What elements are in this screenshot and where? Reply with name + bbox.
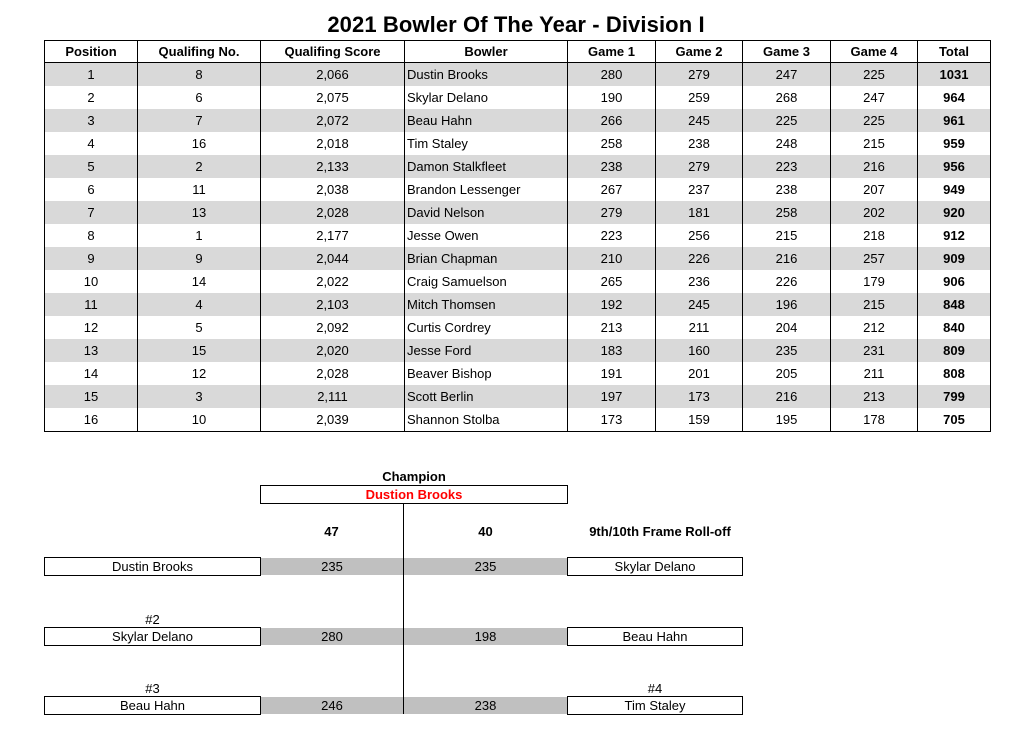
table-cell: 183 — [568, 339, 656, 362]
table-cell: 15 — [138, 339, 261, 362]
table-row — [45, 132, 991, 155]
table-cell: 256 — [656, 224, 743, 247]
table-cell: 223 — [568, 224, 656, 247]
table-cell: 211 — [831, 362, 918, 385]
table-cell: 213 — [568, 316, 656, 339]
table-cell: 235 — [743, 339, 831, 362]
table-cell: 231 — [831, 339, 918, 362]
table-cell: 4 — [45, 132, 138, 155]
table-cell: 265 — [568, 270, 656, 293]
table-cell: 14 — [138, 270, 261, 293]
table-row — [45, 224, 991, 247]
table-cell: 159 — [656, 408, 743, 432]
table-cell: 226 — [743, 270, 831, 293]
table-cell: 258 — [568, 132, 656, 155]
table-cell: 247 — [743, 63, 831, 87]
table-cell: 6 — [45, 178, 138, 201]
table-cell: 2,066 — [261, 63, 405, 87]
table-cell: 216 — [743, 385, 831, 408]
table-cell: Damon Stalkfleet — [405, 155, 568, 178]
table-cell: Tim Staley — [405, 132, 568, 155]
table-cell: 2,038 — [261, 178, 405, 201]
column-header: Game 2 — [656, 41, 743, 63]
table-cell: 4 — [138, 293, 261, 316]
table-row — [45, 155, 991, 178]
table-cell: 216 — [743, 247, 831, 270]
table-cell: 191 — [568, 362, 656, 385]
table-cell: 178 — [831, 408, 918, 432]
table-cell: 213 — [831, 385, 918, 408]
table-cell: 225 — [743, 109, 831, 132]
table-row — [45, 247, 991, 270]
table-cell: 799 — [918, 385, 991, 408]
table-cell: 212 — [831, 316, 918, 339]
table-cell: 216 — [831, 155, 918, 178]
table-cell: 210 — [568, 247, 656, 270]
table-cell: Brian Chapman — [405, 247, 568, 270]
table-cell: 1 — [138, 224, 261, 247]
table-cell: Beaver Bishop — [405, 362, 568, 385]
table-cell: 3 — [45, 109, 138, 132]
table-cell: 848 — [918, 293, 991, 316]
table-row — [45, 109, 991, 132]
table-cell: 840 — [918, 316, 991, 339]
table-cell: 808 — [918, 362, 991, 385]
table-cell: 238 — [568, 155, 656, 178]
champion-box — [260, 485, 568, 504]
table-cell: 909 — [918, 247, 991, 270]
table-cell: 204 — [743, 316, 831, 339]
table-cell: David Nelson — [405, 201, 568, 224]
column-header: Total — [918, 41, 991, 63]
table-cell: 2,020 — [261, 339, 405, 362]
table-cell: 280 — [568, 63, 656, 87]
column-header: Qualifing Score — [261, 41, 405, 63]
table-cell: 2,039 — [261, 408, 405, 432]
match2-left-score: 280 — [261, 628, 403, 645]
standings-table — [44, 40, 991, 432]
table-cell: 238 — [743, 178, 831, 201]
table-cell: 14 — [45, 362, 138, 385]
table-row — [45, 293, 991, 316]
table-cell: 3 — [138, 385, 261, 408]
champion-label: Champion — [382, 469, 446, 484]
table-cell: 9 — [45, 247, 138, 270]
table-cell: 205 — [743, 362, 831, 385]
table-cell: 248 — [743, 132, 831, 155]
table-cell: 215 — [743, 224, 831, 247]
table-cell: 279 — [568, 201, 656, 224]
table-cell: 12 — [45, 316, 138, 339]
table-cell: 179 — [831, 270, 918, 293]
table-cell: 964 — [918, 86, 991, 109]
table-cell: Craig Samuelson — [405, 270, 568, 293]
table-cell: 1031 — [918, 63, 991, 87]
table-cell: 2,028 — [261, 201, 405, 224]
table-row — [45, 339, 991, 362]
table-cell: 215 — [831, 132, 918, 155]
table-cell: 10 — [138, 408, 261, 432]
table-cell: 268 — [743, 86, 831, 109]
table-cell: 192 — [568, 293, 656, 316]
table-cell: 9 — [138, 247, 261, 270]
roll-right-score: 40 — [478, 524, 493, 539]
table-cell: 160 — [656, 339, 743, 362]
table-cell: 236 — [656, 270, 743, 293]
table-cell: Brandon Lessenger — [405, 178, 568, 201]
table-cell: 201 — [656, 362, 743, 385]
table-cell: 267 — [568, 178, 656, 201]
table-cell: 245 — [656, 293, 743, 316]
column-header: Game 1 — [568, 41, 656, 63]
champion-name: Dustion Brooks — [365, 487, 463, 502]
table-row — [45, 316, 991, 339]
table-cell: 218 — [831, 224, 918, 247]
table-cell: 207 — [831, 178, 918, 201]
match3-left-seed-label: #3 — [145, 681, 160, 696]
table-row — [45, 408, 991, 432]
table-cell: 5 — [45, 155, 138, 178]
table-cell: 202 — [831, 201, 918, 224]
table-cell: 226 — [656, 247, 743, 270]
table-row — [45, 385, 991, 408]
table-cell: 16 — [45, 408, 138, 432]
table-cell: 961 — [918, 109, 991, 132]
table-cell: 12 — [138, 362, 261, 385]
table-cell: 7 — [138, 109, 261, 132]
table-cell: 225 — [831, 63, 918, 87]
page-title: 2021 Bowler Of The Year - Division I — [327, 12, 705, 37]
table-row — [45, 178, 991, 201]
table-cell: 5 — [138, 316, 261, 339]
table-cell: 15 — [45, 385, 138, 408]
table-cell: 238 — [656, 132, 743, 155]
table-cell: 237 — [656, 178, 743, 201]
match2-right-name: Beau Hahn — [567, 627, 743, 646]
match3-right-seed-label: #4 — [647, 681, 663, 696]
table-cell: 196 — [743, 293, 831, 316]
table-cell: 2 — [45, 86, 138, 109]
column-header: Game 3 — [743, 41, 831, 63]
table-cell: 705 — [918, 408, 991, 432]
table-row — [45, 270, 991, 293]
roll-left-score: 47 — [324, 524, 339, 539]
table-cell: Curtis Cordrey — [405, 316, 568, 339]
table-cell: 2,111 — [261, 385, 405, 408]
match1-left-score: 235 — [261, 558, 403, 575]
table-cell: 2,044 — [261, 247, 405, 270]
table-cell: 2,018 — [261, 132, 405, 155]
table-row — [45, 201, 991, 224]
table-cell: 173 — [568, 408, 656, 432]
table-cell: 1 — [45, 63, 138, 87]
rolloff-label: 9th/10th Frame Roll-off — [589, 524, 731, 539]
match3-left-score: 246 — [261, 697, 403, 714]
match1-right-name: Skylar Delano — [567, 557, 743, 576]
table-cell: 10 — [45, 270, 138, 293]
table-cell: 2,075 — [261, 86, 405, 109]
table-body — [45, 63, 991, 432]
table-cell: 809 — [918, 339, 991, 362]
match2-right-score: 198 — [404, 628, 567, 645]
table-cell: 906 — [918, 270, 991, 293]
table-row — [45, 362, 991, 385]
table-cell: 197 — [568, 385, 656, 408]
match1-left-name: Dustin Brooks — [44, 557, 261, 576]
table-cell: 211 — [656, 316, 743, 339]
match2-left-name: Skylar Delano — [44, 627, 261, 646]
table-cell: 13 — [138, 201, 261, 224]
table-cell: 2,177 — [261, 224, 405, 247]
table-cell: 2,072 — [261, 109, 405, 132]
table-row — [45, 63, 991, 87]
table-cell: 190 — [568, 86, 656, 109]
table-cell: Shannon Stolba — [405, 408, 568, 432]
table-cell: 956 — [918, 155, 991, 178]
table-cell: 215 — [831, 293, 918, 316]
table-cell: 16 — [138, 132, 261, 155]
table-cell: Mitch Thomsen — [405, 293, 568, 316]
table-cell: 2,103 — [261, 293, 405, 316]
column-header: Position — [45, 41, 138, 63]
column-header: Bowler — [405, 41, 568, 63]
match1-right-score: 235 — [404, 558, 567, 575]
table-cell: 949 — [918, 178, 991, 201]
table-cell: Skylar Delano — [405, 86, 568, 109]
table-header-row — [45, 41, 991, 63]
table-cell: 2,028 — [261, 362, 405, 385]
table-cell: 7 — [45, 201, 138, 224]
table-cell: 279 — [656, 63, 743, 87]
table-cell: 2,022 — [261, 270, 405, 293]
table-cell: Dustin Brooks — [405, 63, 568, 87]
table-cell: 245 — [656, 109, 743, 132]
table-row — [45, 86, 991, 109]
table-cell: 6 — [138, 86, 261, 109]
table-cell: 223 — [743, 155, 831, 178]
table-cell: 2,092 — [261, 316, 405, 339]
table-cell: 912 — [918, 224, 991, 247]
table-cell: 959 — [918, 132, 991, 155]
table-cell: 2,133 — [261, 155, 405, 178]
table-cell: Jesse Ford — [405, 339, 568, 362]
table-cell: 173 — [656, 385, 743, 408]
table-cell: Beau Hahn — [405, 109, 568, 132]
table-cell: 11 — [138, 178, 261, 201]
table-cell: 257 — [831, 247, 918, 270]
table-cell: 266 — [568, 109, 656, 132]
table-cell: Jesse Owen — [405, 224, 568, 247]
match3-right-score: 238 — [404, 697, 567, 714]
table-cell: Scott Berlin — [405, 385, 568, 408]
table-cell: 920 — [918, 201, 991, 224]
table-cell: 279 — [656, 155, 743, 178]
table-cell: 258 — [743, 201, 831, 224]
table-cell: 195 — [743, 408, 831, 432]
column-header: Qualifing No. — [138, 41, 261, 63]
match3-right-name: Tim Staley — [567, 696, 743, 715]
table-cell: 8 — [45, 224, 138, 247]
table-cell: 259 — [656, 86, 743, 109]
table-cell: 2 — [138, 155, 261, 178]
match3-left-name: Beau Hahn — [44, 696, 261, 715]
table-cell: 247 — [831, 86, 918, 109]
table-cell: 181 — [656, 201, 743, 224]
match2-seed-label: #2 — [145, 612, 160, 627]
table-cell: 13 — [45, 339, 138, 362]
table-cell: 11 — [45, 293, 138, 316]
column-header: Game 4 — [831, 41, 918, 63]
table-cell: 225 — [831, 109, 918, 132]
table-cell: 8 — [138, 63, 261, 87]
